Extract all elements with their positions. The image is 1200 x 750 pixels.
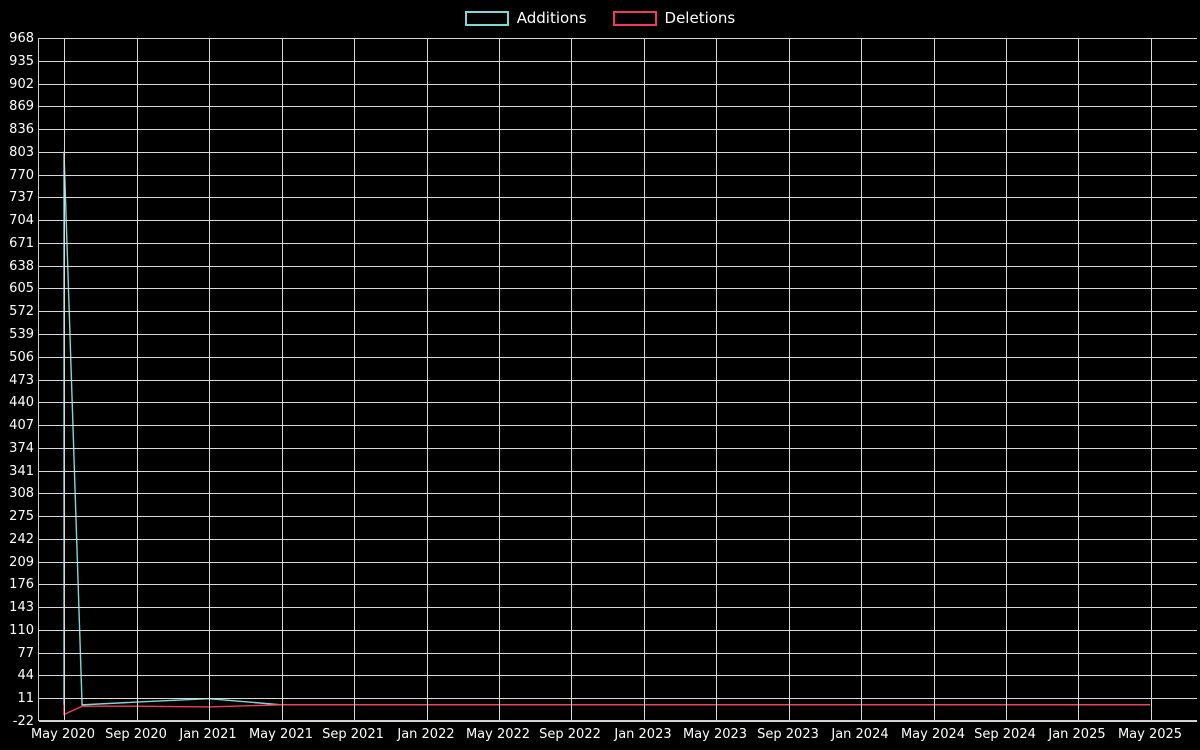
legend-item-additions[interactable] (465, 8, 587, 27)
gridline-vertical (1006, 38, 1007, 720)
gridline-vertical (644, 38, 645, 720)
y-tick-label: 638 (9, 258, 34, 274)
gridline-vertical (789, 38, 790, 720)
y-tick-label: 77 (17, 645, 34, 661)
y-tick-label: 803 (9, 144, 34, 160)
gridline-vertical (934, 38, 935, 720)
legend-item-deletions[interactable] (613, 8, 736, 27)
y-tick-label: 704 (9, 213, 34, 229)
x-tick-label: Sep 2020 (105, 727, 167, 742)
gridline-vertical (1151, 38, 1152, 720)
y-tick-label: 11 (17, 691, 34, 707)
x-tick-label: Jan 2023 (614, 727, 672, 742)
gridline-horizontal (39, 175, 1197, 176)
legend-swatch-additions-icon (465, 11, 509, 26)
x-tick-label: May 2021 (248, 727, 314, 742)
gridline-vertical (282, 38, 283, 720)
x-tick-label: Jan 2022 (397, 727, 455, 742)
x-tick-label: Sep 2024 (974, 727, 1036, 742)
y-tick-label: 737 (9, 190, 34, 206)
gridline-horizontal (39, 562, 1197, 563)
x-tick-label: May 2022 (465, 727, 531, 742)
y-tick-label: 539 (9, 326, 34, 342)
x-tick-label: May 2020 (30, 727, 96, 742)
gridline-horizontal (39, 607, 1197, 608)
gridline-vertical (571, 38, 572, 720)
gridline-horizontal (39, 448, 1197, 449)
y-tick-label: 770 (9, 167, 34, 183)
gridline-horizontal (39, 266, 1197, 267)
x-axis (0, 728, 1200, 748)
gridline-horizontal (39, 425, 1197, 426)
y-tick-label: 605 (9, 281, 34, 297)
y-tick-label: 44 (17, 668, 34, 684)
y-tick-label: 935 (9, 53, 34, 69)
gridline-horizontal (39, 61, 1197, 62)
gridline-vertical (1078, 38, 1079, 720)
gridline-horizontal (39, 630, 1197, 631)
y-tick-label: 209 (9, 554, 34, 570)
y-tick-label: 506 (9, 349, 34, 365)
y-tick-label: 308 (9, 486, 34, 502)
gridline-horizontal (39, 220, 1197, 221)
gridline-horizontal (39, 197, 1197, 198)
y-tick-label: 176 (9, 577, 34, 593)
series-line-deletions (64, 705, 1150, 715)
x-tick-label: May 2024 (900, 727, 966, 742)
gridline-vertical (137, 38, 138, 720)
gridline-vertical (354, 38, 355, 720)
gridline-horizontal (39, 334, 1197, 335)
gridline-vertical (499, 38, 500, 720)
gridline-horizontal (39, 243, 1197, 244)
legend-swatch-deletions-icon (613, 11, 657, 26)
gridline-horizontal (39, 152, 1197, 153)
gridline-horizontal (39, 106, 1197, 107)
y-tick-label: 110 (9, 622, 34, 638)
gridline-horizontal (39, 721, 1197, 722)
x-tick-label: Sep 2023 (757, 727, 819, 742)
gridline-horizontal (39, 675, 1197, 676)
gridline-horizontal (39, 402, 1197, 403)
gridline-horizontal (39, 311, 1197, 312)
y-tick-label: 242 (9, 531, 34, 547)
gridline-vertical (209, 38, 210, 720)
gridline-horizontal (39, 38, 1197, 39)
x-tick-label: Jan 2025 (1048, 727, 1106, 742)
y-tick-label: 836 (9, 122, 34, 138)
y-tick-label: 671 (9, 235, 34, 251)
y-tick-label: 869 (9, 99, 34, 115)
y-tick-label: 473 (9, 372, 34, 388)
chart-legend (0, 6, 1200, 30)
y-tick-label: 572 (9, 304, 34, 320)
y-tick-label: 440 (9, 395, 34, 411)
x-tick-label: Jan 2021 (179, 727, 237, 742)
gridline-horizontal (39, 84, 1197, 85)
y-tick-label: -22 (12, 714, 34, 729)
plot-area (38, 38, 1197, 721)
legend-label-deletions: Deletions (664, 8, 736, 27)
y-tick-label: 968 (9, 31, 34, 46)
gridline-vertical (861, 38, 862, 720)
gridline-horizontal (39, 698, 1197, 699)
x-tick-label: Sep 2022 (539, 727, 601, 742)
y-tick-label: 143 (9, 600, 34, 616)
gridline-horizontal (39, 471, 1197, 472)
gridline-horizontal (39, 516, 1197, 517)
gridline-horizontal (39, 380, 1197, 381)
y-tick-label: 275 (9, 509, 34, 525)
gridline-vertical (64, 38, 65, 720)
series-line-additions (64, 152, 1150, 705)
y-tick-label: 374 (9, 440, 34, 456)
gridline-horizontal (39, 288, 1197, 289)
gridline-horizontal (39, 493, 1197, 494)
y-tick-label: 341 (9, 463, 34, 479)
gridline-horizontal (39, 584, 1197, 585)
x-tick-label: May 2025 (1117, 727, 1183, 742)
gridline-vertical (716, 38, 717, 720)
x-tick-label: Sep 2021 (322, 727, 384, 742)
y-tick-label: 407 (9, 418, 34, 434)
gridline-vertical (427, 38, 428, 720)
gridline-horizontal (39, 357, 1197, 358)
x-tick-label: May 2023 (682, 727, 748, 742)
gridline-horizontal (39, 653, 1197, 654)
legend-label-additions: Additions (516, 8, 587, 27)
gridline-horizontal (39, 129, 1197, 130)
y-tick-label: 902 (9, 76, 34, 92)
x-tick-label: Jan 2024 (831, 727, 889, 742)
gridline-horizontal (39, 539, 1197, 540)
